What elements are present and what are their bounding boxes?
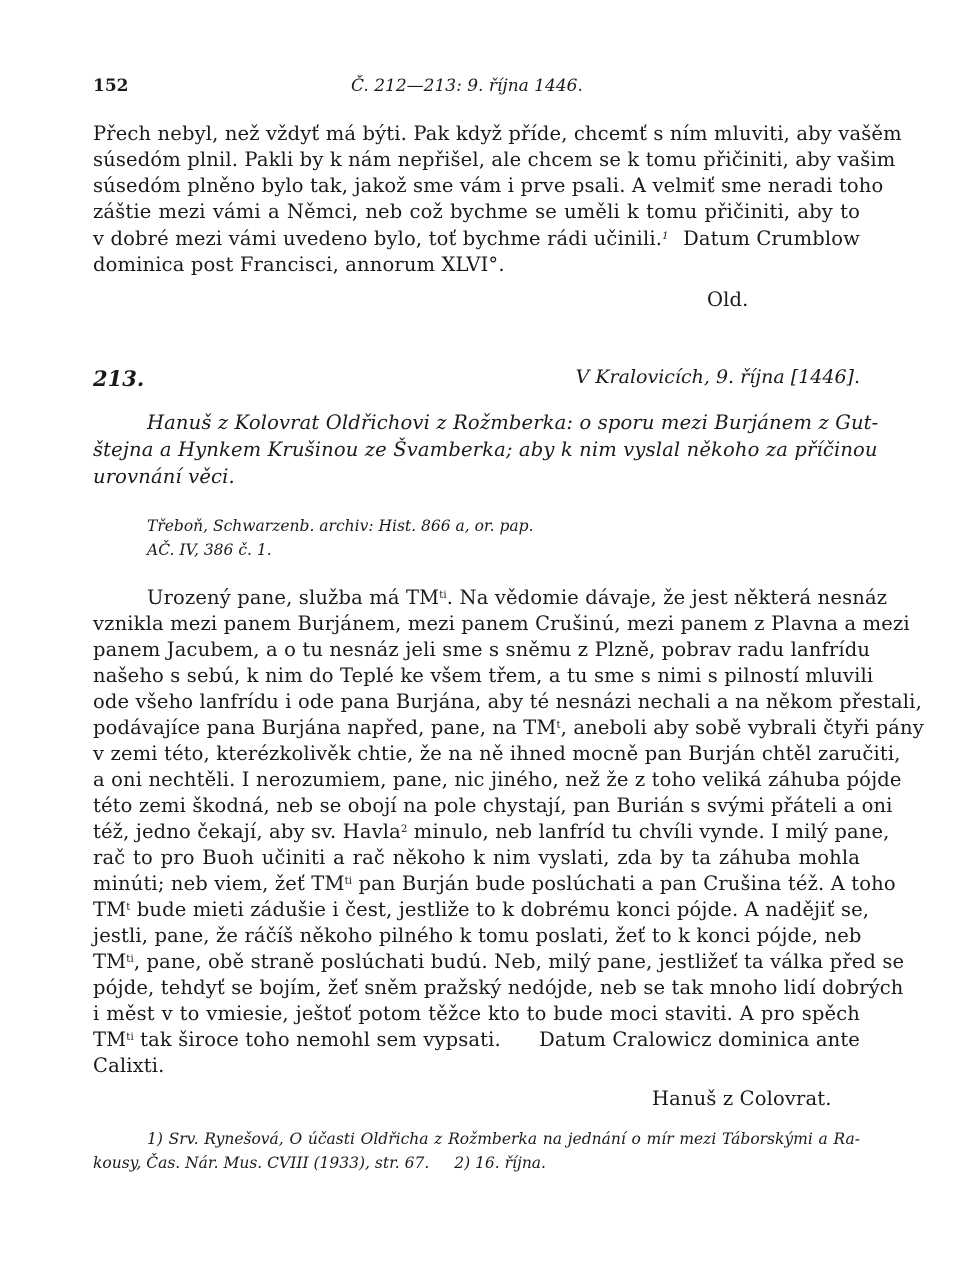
- signature: Hanuš z Colovrat.: [652, 1087, 832, 1110]
- footnote-line: 1) Srv. Rynešová, O účasti Oldřicha z Rožmberka na jednání o mír mezi Táborskými a Ra-: [147, 1130, 860, 1148]
- text-run: též, jedno čekají, aby sv. Havla: [93, 820, 401, 843]
- text-line: [93, 1027, 860, 1053]
- place-date: V Kralovicích, 9. října [1446].: [575, 366, 860, 388]
- text-run: Urozený pane, služba má TM: [147, 586, 440, 609]
- text-run: tak široce toho nemohl sem vypsati.: [133, 1028, 501, 1051]
- footnote-text: 2) 16. října.: [454, 1154, 546, 1172]
- text-line: Přech nebyl, než vždyť má býti. Pak když příde, chcemť s ním mluviti, aby vašěm: [93, 122, 902, 145]
- datum-text: Datum Crumblow: [683, 227, 860, 250]
- text-line: [147, 585, 888, 611]
- text-line: vznikla mezi panem Burjánem, mezi panem Crušinú, mezi panem z Plavna a mezi: [93, 612, 910, 635]
- text-run: TM: [93, 1028, 127, 1051]
- text-run: , aneboli aby sobě vybrali čtyři pány: [560, 716, 924, 739]
- footnote-line: [93, 1151, 860, 1175]
- text-run: bude mieti zádušie i čest, jestliže to k dobrému konci pójde. A nadějiť se,: [130, 898, 870, 921]
- text-line: rač to pro Buoh učiniti a rač někoho k nim vyslati, zda by ta záhuba mohla: [93, 846, 860, 869]
- text-line: našeho s sebú, k nim do Teplé ke všem třem, a tu sme s nimi s pilností mluvili: [93, 664, 874, 687]
- superscript: ti: [126, 954, 134, 965]
- text-line: [93, 897, 870, 923]
- text-run: pan Burján bude poslúchati a pan Crušina též. A toho: [352, 872, 896, 895]
- signature: Old.: [707, 288, 749, 311]
- superscript: ti: [344, 876, 353, 887]
- text-run: . Na vědomie dávaje, že jest některá nesnáz: [446, 586, 888, 609]
- text-run: minulo, neb lanfríd tu chvíli vynde. I milý pane,: [407, 820, 890, 843]
- text-line: dominica post Francisci, annorum XLVI°.: [93, 253, 505, 276]
- text-line: [93, 949, 905, 975]
- text-line: panem Jacubem, a o tu nesnáz jeli sme s sněmu z Plzně, pobrav radu lanfrídu: [93, 638, 871, 661]
- datum-text: Datum Cralowicz dominica ante: [539, 1028, 860, 1051]
- text-line: pójde, tehdyť se bojím, žeť sněm pražský nedójde, neb se tak mnoho lidí dobrých: [93, 976, 904, 999]
- text-line: [93, 226, 860, 252]
- page-header: [93, 76, 860, 100]
- text-run: minúti; neb viem, žeť TM: [93, 872, 345, 895]
- document-number: 213.: [93, 366, 145, 391]
- text-line: súsedóm plněno bylo tak, jakož sme vám i prve psali. A velmiť sme neradi toho: [93, 174, 884, 197]
- text-line: i měst v to vmiesie, ještoť potom těžce kto to bude moci staviti. A pro spěch: [93, 1002, 860, 1025]
- page-number: 152: [93, 76, 129, 96]
- regest-line: štejna a Hynkem Krušinou ze Švamberka; aby k nim vyslal někoho za příčinou: [93, 438, 878, 461]
- text-run: TM: [93, 898, 127, 921]
- text-line: Calixti.: [93, 1054, 165, 1077]
- regest-line: urovnání věci.: [93, 465, 235, 488]
- footnote-ref: 1: [662, 231, 669, 242]
- text-run: v dobré mezi vámi uvedeno bylo, toť bychme rádi učinili.: [93, 227, 663, 250]
- running-head: Č. 212—213: 9. října 1446.: [351, 76, 583, 96]
- footnote-text: kousy, Čas. Nár. Mus. CVIII (1933), str. 67.: [93, 1154, 430, 1172]
- text-run: , pane, obě straně poslúchati budú. Neb, milý pane, jestližeť ta válka před se: [133, 950, 905, 973]
- text-line: [93, 871, 896, 897]
- text-line: [93, 819, 890, 845]
- source-edition: AČ. IV, 386 č. 1.: [147, 541, 272, 559]
- superscript: t: [126, 902, 131, 913]
- text-run: TM: [93, 950, 127, 973]
- text-line: a oni nechtěli. I nerozumiem, pane, nic jiného, než že z toho veliká záhuba pójde: [93, 768, 902, 791]
- text-line: této zemi škodná, neb se obojí na pole chystají, pan Burián s svými přáteli a oni: [93, 794, 893, 817]
- text-line: záštie mezi vámi a Němci, neb což bychme se uměli k tomu přičiniti, aby to: [93, 200, 860, 223]
- source-archive: Třeboň, Schwarzenb. archiv: Hist. 866 a, or. pap.: [147, 517, 534, 535]
- text-line: [93, 715, 924, 741]
- superscript: ti: [126, 1032, 134, 1043]
- text-line: jestli, pane, že ráčíš někoho pilného k tomu poslati, žeť to k konci pójde, neb: [93, 924, 862, 947]
- regest-line: Hanuš z Kolovrat Oldřichovi z Rožmberka: o sporu mezi Burjánem z Gut-: [147, 411, 879, 434]
- text-line: súsedóm plnil. Pakli by k nám nepřišel, ale chcem se k tomu přičiniti, aby vašim: [93, 148, 896, 171]
- footnote-ref: 2: [400, 824, 408, 835]
- text-run: podávajíce pana Burjána napřed, pane, na TM: [93, 716, 557, 739]
- text-line: v zemi této, kterézkolivěk chtie, že na ně ihned mocně pan Burján chtěl zaručiti,: [93, 742, 901, 765]
- superscript: t: [556, 720, 561, 731]
- superscript: ti: [439, 590, 447, 601]
- text-line: ode všeho lanfrídu i ode pana Burjána, aby té nesnázi nechali a na někom přestali,: [93, 690, 922, 713]
